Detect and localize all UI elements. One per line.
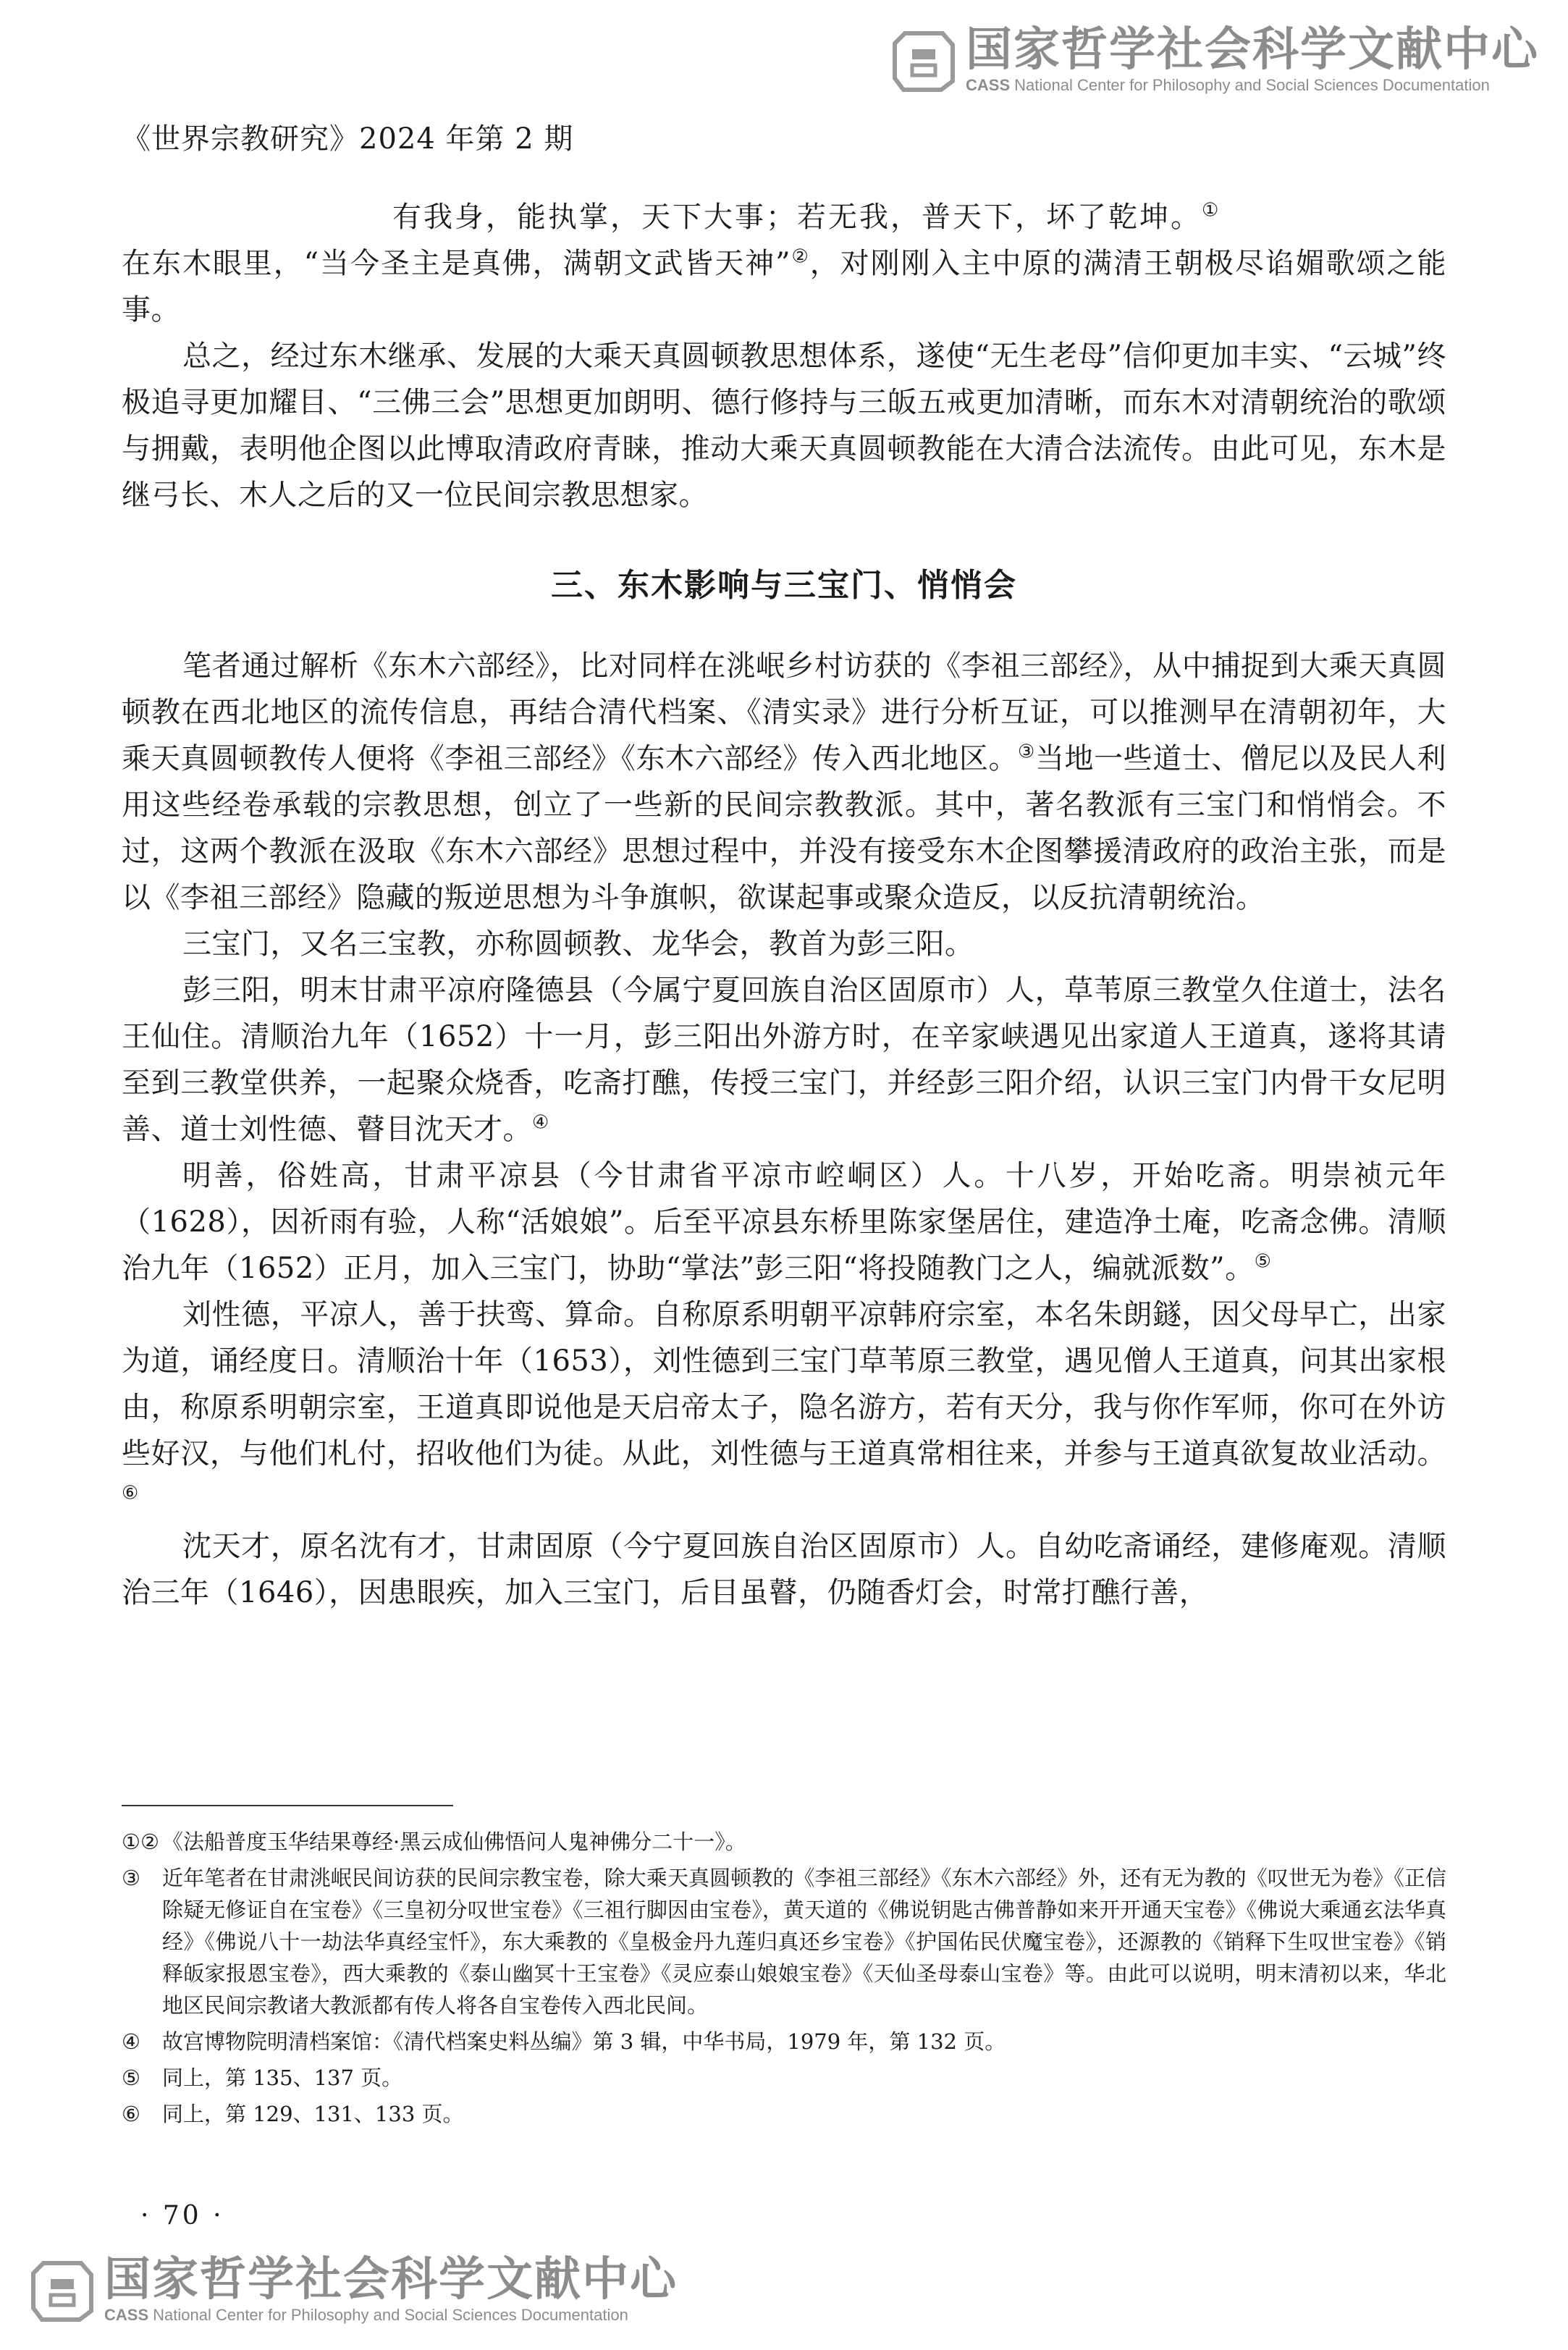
footnotes xyxy=(122,1826,1446,2134)
watermark-name-en-line xyxy=(966,76,1539,95)
running-head: 《世界宗教研究》2024 年第 2 期 xyxy=(122,122,574,156)
cass-logo-icon xyxy=(890,28,957,94)
verse-text: 有我身，能执掌，天下大事；若无我，普天下，坏了乾坤。 xyxy=(392,201,1202,234)
paragraph xyxy=(122,1153,1446,1292)
paragraph-text: 当地一些道士、僧尼以及民人利用这些经卷承载的宗教思想，创立了一些新的民间宗教教派。其中，著名教派有三宝门和悄悄会。不过，这两个教派在汲取《东木六部经》思想过程中，并没有接受东木企图攀援清政府的政治主张，而是以《李祖三部经》隐藏的叛逆思想为斗争旗帜，欲谋起事或聚众造反，以反抗清朝统治。 xyxy=(122,742,1447,914)
quoted-verse xyxy=(122,194,1446,240)
footnote-mark: ①② xyxy=(122,1829,159,1854)
footnote-item xyxy=(122,2026,1446,2058)
footnote-text: 同上，第 129、131、133 页。 xyxy=(162,2102,464,2126)
footnote-mark: ③ xyxy=(122,1866,140,1890)
watermark-abbr: CASS xyxy=(966,76,1011,95)
watermark-name-cn: 国家哲学社会科学文献中心 xyxy=(966,23,1539,77)
paragraph-text: 刘性德，平凉人，善于扶鸾、算命。自称原系明朝平凉韩府宗室，本名朱朗鐩，因父母早亡，出家为道，诵经度日。清顺治十年（1653），刘性德到三宝门草苇原三教堂，遇见僧人王道真，问其出家根由，称原系明朝宗室，王道真即说他是天启帝太子，隐名游方，若有天分，我与你作军师，你可在外访些好汉，与他们札付，招收他们为徒。从此，刘性德与王道真常相往来，并参与王道真欲复故业活动。 xyxy=(122,1298,1446,1470)
page-number: · 70 · xyxy=(140,2201,224,2231)
footnote-mark: ⑥ xyxy=(122,2102,140,2126)
watermark-abbr: CASS xyxy=(104,2306,149,2325)
paragraph: 沈天才，原名沈有才，甘肃固原（今宁夏回族自治区固原市）人。自幼吃斋诵经，建修庵观。清顺治三年（1646），因患眼疾，加入三宝门，后目虽瞽，仍随香灯会，时常打醮行善， xyxy=(122,1530,1446,1609)
cass-logo-icon xyxy=(29,2257,96,2324)
watermark-logo-top xyxy=(890,23,1539,95)
paragraph-text: 在东木眼里，“当今圣主是真佛，满朝文武皆天神” xyxy=(122,247,791,280)
footnote-ref[interactable]: ⑥ xyxy=(122,1482,139,1504)
watermark-name-en: National Center for Philosophy and Social Sciences Documentation xyxy=(1014,76,1490,95)
paragraph xyxy=(122,240,1446,333)
footnote-ref[interactable]: ① xyxy=(1202,199,1221,222)
watermark-name-cn: 国家哲学社会科学文献中心 xyxy=(104,2253,678,2307)
paragraph: 总之，经过东木继承、发展的大乘天真圆顿教思想体系，遂使“无生老母”信仰更加丰实、“云城”终极追寻更加耀目、“三佛三会”思想更加朗明、德行修持与三皈五戒更加清晰，而东木对清朝统治的歌颂与拥戴，表明他企图以此博取清政府青睐，推动大乘天真圆顿教能在大清合法流传。由此可见，东木是继弓长、木人之后的又一位民间宗教思想家。 xyxy=(122,340,1446,512)
footnote-text: 近年笔者在甘肃洮岷民间访获的民间宗教宝卷，除大乘天真圆顿教的《李祖三部经》《东木六部经》外，还有无为教的《叹世无为卷》《正信除疑无修证自在宝卷》《三皇初分叹世宝卷》《三祖行脚因由宝卷》，黄天道的《佛说钥匙古佛普静如来开开通天宝卷》《佛说大乘通玄法华真经》《佛说八十一劫法华真经宝忏》，东大乘教的《皇极金丹九莲归真还乡宝卷》《护国佑民伏魔宝卷》，还源教的《销释下生叹世宝卷》《销释皈家报恩宝卷》，西大乘教的《泰山幽冥十王宝卷》《灵应泰山娘娘宝卷》《天仙圣母泰山宝卷》等。由此可以说明，明末清初以来，华北地区民间宗教诸大教派都有传人将各自宝卷传入西北民间。 xyxy=(162,1866,1446,2018)
paragraph xyxy=(122,967,1446,1153)
paragraph-text: ，对刚刚入主中原的满清王朝极尽谄媚歌颂之能事。 xyxy=(122,247,1446,327)
footnote-item xyxy=(122,1862,1446,2021)
footnote-item xyxy=(122,2062,1446,2094)
paragraph-text: 笔者通过解析《东木六部经》，比对同样在洮岷乡村访获的《李祖三部经》，从中捕捉到大乘天真圆顿教在西北地区的流传信息，再结合清代档案、《清实录》进行分析互证，可以推测早在清朝初年，大乘天真圆顿教传人便将《李祖三部经》《东木六部经》传入西北地区。 xyxy=(122,649,1446,775)
footnote-ref[interactable]: ⑤ xyxy=(1254,1250,1272,1273)
watermark-logo-bottom xyxy=(29,2253,678,2325)
footnote-mark: ⑤ xyxy=(122,2065,140,2090)
footnote-mark: ④ xyxy=(122,2029,140,2054)
paragraph xyxy=(122,643,1446,921)
footnote-ref[interactable]: ③ xyxy=(1018,741,1035,763)
footnote-item xyxy=(122,1826,1446,1858)
footnote-ref[interactable]: ② xyxy=(791,245,810,268)
main-content xyxy=(122,194,1446,1616)
footnote-divider xyxy=(122,1805,453,1806)
watermark-name-en: National Center for Philosophy and Social Sciences Documentation xyxy=(153,2306,628,2325)
footnote-text: 同上，第 135、137 页。 xyxy=(162,2065,403,2090)
footnote-ref[interactable]: ④ xyxy=(532,1111,549,1134)
section-title: 三、东木影响与三宝门、悄悄会 xyxy=(551,567,1017,604)
footnote-text: 故宫博物院明清档案馆：《清代档案史料丛编》第 3 辑，中华书局，1979 年，第 132 页。 xyxy=(162,2029,1006,2054)
paragraph-text: 彭三阳，明末甘肃平凉府隆德县（今属宁夏回族自治区固原市）人，草苇原三教堂久住道士，法名王仙住。清顺治九年（1652）十一月，彭三阳出外游方时，在辛家峡遇见出家道人王道真，遂将其请至到三教堂供养，一起聚众烧香，吃斋打醮，传授三宝门，并经彭三阳介绍，认识三宝门内骨干女尼明善、道士刘性德、瞽目沈天才。 xyxy=(122,974,1446,1146)
paragraph: 三宝门，又名三宝教，亦称圆顿教、龙华会，教首为彭三阳。 xyxy=(182,927,974,961)
footnote-item xyxy=(122,2098,1446,2130)
paragraph xyxy=(122,1292,1446,1523)
watermark-name-en-line xyxy=(104,2306,678,2325)
footnote-text: 《法船普度玉华结果尊经·黑云成仙佛悟问人鬼神佛分二十一》。 xyxy=(162,1829,746,1854)
paragraph-text: 明善，俗姓高，甘肃平凉县（今甘肃省平凉市崆峒区）人。十八岁，开始吃斋。明崇祯元年（1628），因祈雨有验，人称“活娘娘”。后至平凉县东桥里陈家堡居住，建造净土庵，吃斋念佛。清顺治九年（1652）正月，加入三宝门，协助“掌法”彭三阳“将投随教门之人，编就派数”。 xyxy=(122,1159,1446,1285)
